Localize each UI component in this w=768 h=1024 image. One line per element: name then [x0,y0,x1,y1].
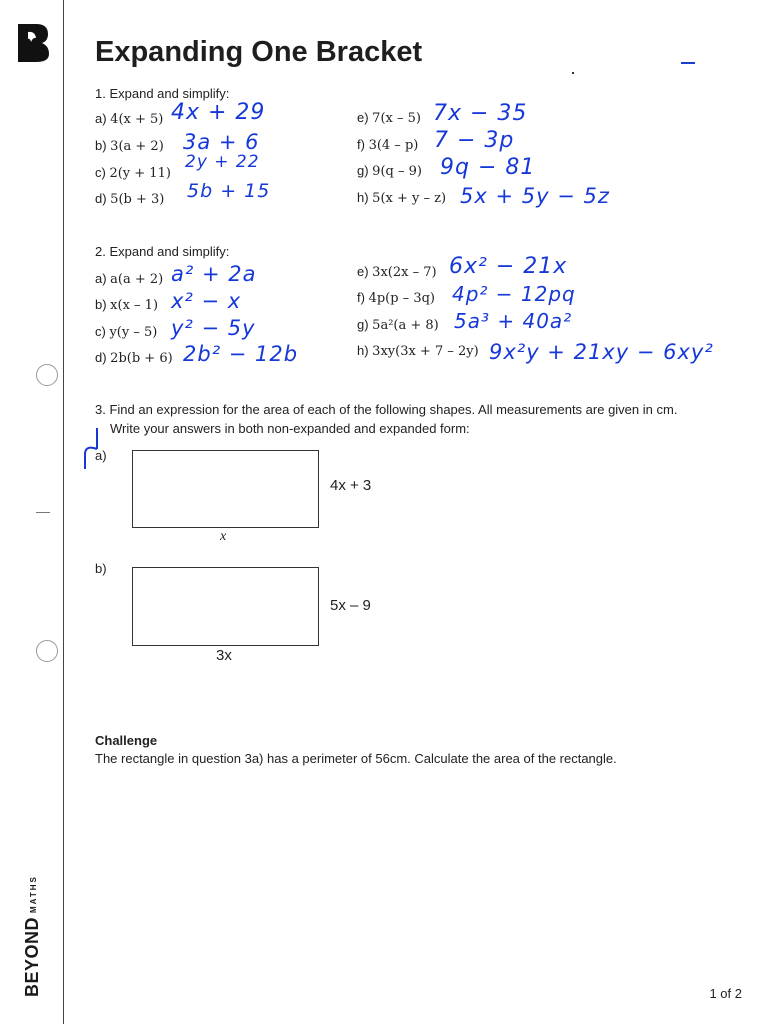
rectangle-b-side: 5x – 9 [330,597,371,614]
q1-expr: 5(b + 3) [110,192,165,207]
q2-item-d [95,350,173,366]
q1-answer: 7x − 35 [433,101,528,126]
q2-answer: x² − x [171,289,242,313]
q1-answer: 2y + 22 [185,152,260,172]
q1-answer: 3a + 6 [183,130,260,154]
rectangle-b [132,567,319,646]
q2-item-h [357,343,479,359]
fold-mark [36,512,50,513]
q2-expr: 4p(p – 3q) [368,291,435,306]
q1-label: h) [357,190,373,205]
q1-answer: 7 − 3p [434,128,515,153]
q2-expr: 3x(2x – 7) [372,265,437,280]
q1-expr: 2(y + 11) [109,166,171,181]
q2-item-g [357,317,439,333]
stray-dot [572,72,574,74]
q1-answer: 4x + 29 [171,100,266,125]
q2-answer: y² − 5y [171,316,256,340]
q2-expr: y(y – 5) [109,325,158,340]
margin-line [63,0,64,1024]
challenge-text: The rectangle in question 3a) has a perimeter of 56cm. Calculate the area of the rectangle. [95,751,617,766]
q1-expr: 4(x + 5) [110,112,164,127]
q2-label: f) [357,290,369,305]
challenge-heading: Challenge [95,733,158,748]
q2-expr: a(a + 2) [110,272,164,287]
q2-item-c [95,324,157,340]
q1-item-a [95,111,163,127]
q1-expr: 3(4 – p) [368,138,419,153]
q1-label: b) [95,138,111,153]
q2-label: g) [357,317,373,332]
q2-label: h) [357,343,373,358]
rectangle-a [132,450,319,528]
q2-label: a) [95,271,111,286]
q2-item-f [357,290,435,306]
q1-expr: 3(a + 2) [110,139,164,154]
q2-label: e) [357,264,373,279]
rectangle-a-bottom: x [220,529,227,544]
q2-expr: 2b(b + 6) [110,351,173,366]
q2-expr: x(x – 1) [110,298,159,313]
q2-expr: 3xy(3x + 7 – 2y) [372,344,479,359]
q1-item-h [357,190,446,206]
rectangle-a-side: 4x + 3 [330,477,372,494]
q1-item-c [95,165,171,181]
q1-item-b [95,138,164,154]
q2-item-e [357,264,437,280]
q2-answer: 9x²y + 21xy − 6xy² [489,340,714,364]
q3-prompt: 3. Find an expression for the area of each of the following shapes. All measurements are given in cm. [95,402,678,417]
q2-label: b) [95,297,111,312]
q1-item-f [357,137,418,153]
q2-answer: 4p² − 12pq [452,282,576,306]
q2-answer: a² + 2a [171,262,257,286]
q1-label: f) [357,137,369,152]
q2-answer: 5a³ + 40a² [454,309,573,333]
q1-item-e [357,110,421,126]
punch-hole-top [36,364,58,386]
q1-answer: 5x + 5y − 5z [460,184,610,208]
q2-label: c) [95,324,110,339]
q1-item-d [95,191,164,207]
q1-label: e) [357,110,373,125]
brand-vertical [22,875,43,997]
q1-answer: 5b + 15 [187,180,271,202]
handwritten-dash [681,62,695,64]
q2-item-a [95,271,163,287]
q3b-label: b) [95,561,107,576]
beyond-logo [16,22,50,64]
q2-label: d) [95,350,111,365]
q2-expr: 5a²(a + 8) [372,318,439,333]
q3-prompt-2: Write your answers in both non-expanded and expanded form: [110,421,470,436]
q2-prompt: 2. Expand and simplify: [95,244,230,259]
q1-expr: 5(x + y – z) [372,191,447,206]
q1-answer: 9q − 81 [440,155,536,180]
q2-answer: 6x² − 21x [449,254,568,279]
q1-prompt: 1. Expand and simplify: [95,86,230,101]
q1-label: c) [95,165,110,180]
q1-item-g [357,163,422,179]
rectangle-b-bottom: 3x [216,647,232,664]
q1-expr: 7(x – 5) [372,111,421,126]
brand-name: BEYOND [22,916,42,997]
q2-answer: 2b² − 12b [183,342,299,366]
q1-expr: 9(q – 9) [372,164,422,179]
page-number: 1 of 2 [709,986,742,1001]
page-title: Expanding One Bracket [95,36,423,68]
q1-label: a) [95,111,111,126]
brand-sub: MATHS [29,875,39,913]
q1-label: g) [357,163,373,178]
q1-label: d) [95,191,111,206]
q3a-label: a) [95,448,107,463]
punch-hole-bottom [36,640,58,662]
q2-item-b [95,297,158,313]
